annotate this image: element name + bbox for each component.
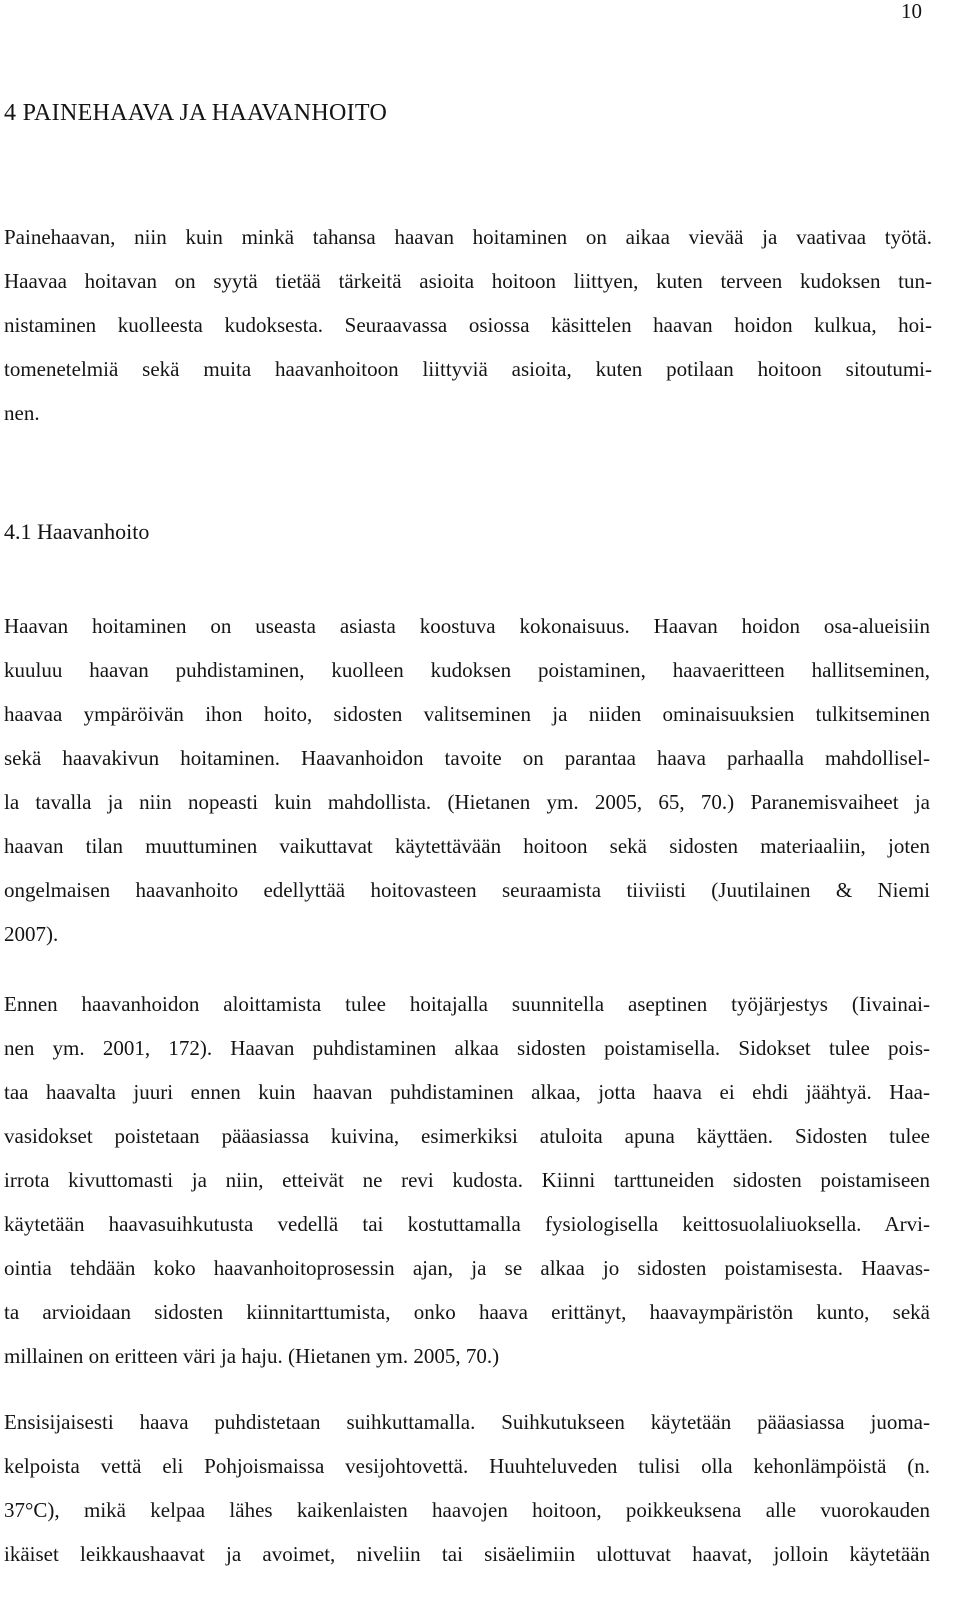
- intro-paragraph: [4, 215, 932, 435]
- text-line: tomenetelmiä sekä muita haavanhoitoon liittyviä asioita, kuten potilaan hoitoon sitoutumi-: [4, 357, 932, 381]
- section-title: 4.1 Haavanhoito: [4, 519, 150, 544]
- text-line: Ennen haavanhoidon aloittamista tulee hoitajalla suunnitella aseptinen työjärjestys (Iivainai-: [4, 992, 930, 1016]
- text-line: nen ym. 2001, 172). Haavan puhdistaminen alkaa sidosten poistamisella. Sidokset tulee pois-: [4, 1036, 930, 1060]
- text-line: kuuluu haavan puhdistaminen, kuolleen kudoksen poistaminen, haavaeritteen hallitseminen,: [4, 658, 930, 682]
- text-line: ta arvioidaan sidosten kiinnitarttumista, onko haava erittänyt, haavaympäristön kunto, sekä: [4, 1300, 930, 1324]
- text-line: nen.: [4, 401, 40, 425]
- text-line: kelpoista vettä eli Pohjoismaissa vesijohtovettä. Huuhteluveden tulisi olla kehonlämpöistä (n.: [4, 1454, 930, 1478]
- text-line: 2007).: [4, 922, 59, 946]
- text-line: taa haavalta juuri ennen kuin haavan puhdistaminen alkaa, jotta haava ei ehdi jäähtyä. Haa-: [4, 1080, 930, 1104]
- chapter-title: 4 PAINEHAAVA JA HAAVANHOITO: [4, 100, 388, 126]
- text-line: sekä haavakivun hoitaminen. Haavanhoidon tavoite on parantaa haava parhaalla mahdollisel-: [4, 746, 930, 770]
- text-line: käytetään haavasuihkutusta vedellä tai kostuttamalla fysiologisella keittosuolaliuoksella. Arvi-: [4, 1212, 930, 1236]
- text-line: 37°C), mikä kelpaa lähes kaikenlaisten haavojen hoitoon, poikkeuksena alle vuorokauden: [4, 1498, 930, 1522]
- text-line: Haavan hoitaminen on useasta asiasta koostuva kokonaisuus. Haavan hoidon osa-alueisiin: [4, 614, 930, 638]
- text-line: ongelmaisen haavanhoito edellyttää hoitovasteen seuraamista tiiviisti (Juutilainen & Niemi: [4, 878, 930, 902]
- text-line: Ensisijaisesti haava puhdistetaan suihkuttamalla. Suihkutukseen käytetään pääasiassa juoma-: [4, 1410, 930, 1434]
- text-line: Painehaavan, niin kuin minkä tahansa haavan hoitaminen on aikaa vievää ja vaativaa työtä.: [4, 225, 932, 249]
- text-line: Haavaa hoitavan on syytä tietää tärkeitä asioita hoitoon liittyen, kuten terveen kudoksen tun-: [4, 269, 932, 293]
- text-line: la tavalla ja niin nopeasti kuin mahdollista. (Hietanen ym. 2005, 65, 70.) Paranemisvaiheet ja: [4, 790, 930, 814]
- body-paragraph: [4, 1400, 930, 1576]
- body-paragraph: [4, 604, 930, 956]
- text-line: ikäiset leikkaushaavat ja avoimet, niveliin tai sisäelimiin ulottuvat haavat, jolloin käytetään: [4, 1542, 930, 1566]
- text-line: nistaminen kuolleesta kudoksesta. Seuraavassa osiossa käsittelen haavan hoidon kulkua, hoi-: [4, 313, 932, 337]
- text-line: millainen on eritteen väri ja haju. (Hietanen ym. 2005, 70.): [4, 1344, 500, 1368]
- page-number: 10: [901, 0, 922, 23]
- body-paragraph: [4, 982, 930, 1378]
- text-line: haavan tilan muuttuminen vaikuttavat käytettävään hoitoon sekä sidosten materiaaliin, joten: [4, 834, 930, 858]
- text-line: haavaa ympäröivän ihon hoito, sidosten valitseminen ja niiden ominaisuuksien tulkitseminen: [4, 702, 930, 726]
- text-line: vasidokset poistetaan pääasiassa kuivina, esimerkiksi atuloita apuna käyttäen. Sidosten tulee: [4, 1124, 930, 1148]
- text-line: ointia tehdään koko haavanhoitoprosessin ajan, ja se alkaa jo sidosten poistamisesta. Haavas-: [4, 1256, 930, 1280]
- text-line: irrota kivuttomasti ja niin, etteivät ne revi kudosta. Kiinni tarttuneiden sidosten poistamiseen: [4, 1168, 930, 1192]
